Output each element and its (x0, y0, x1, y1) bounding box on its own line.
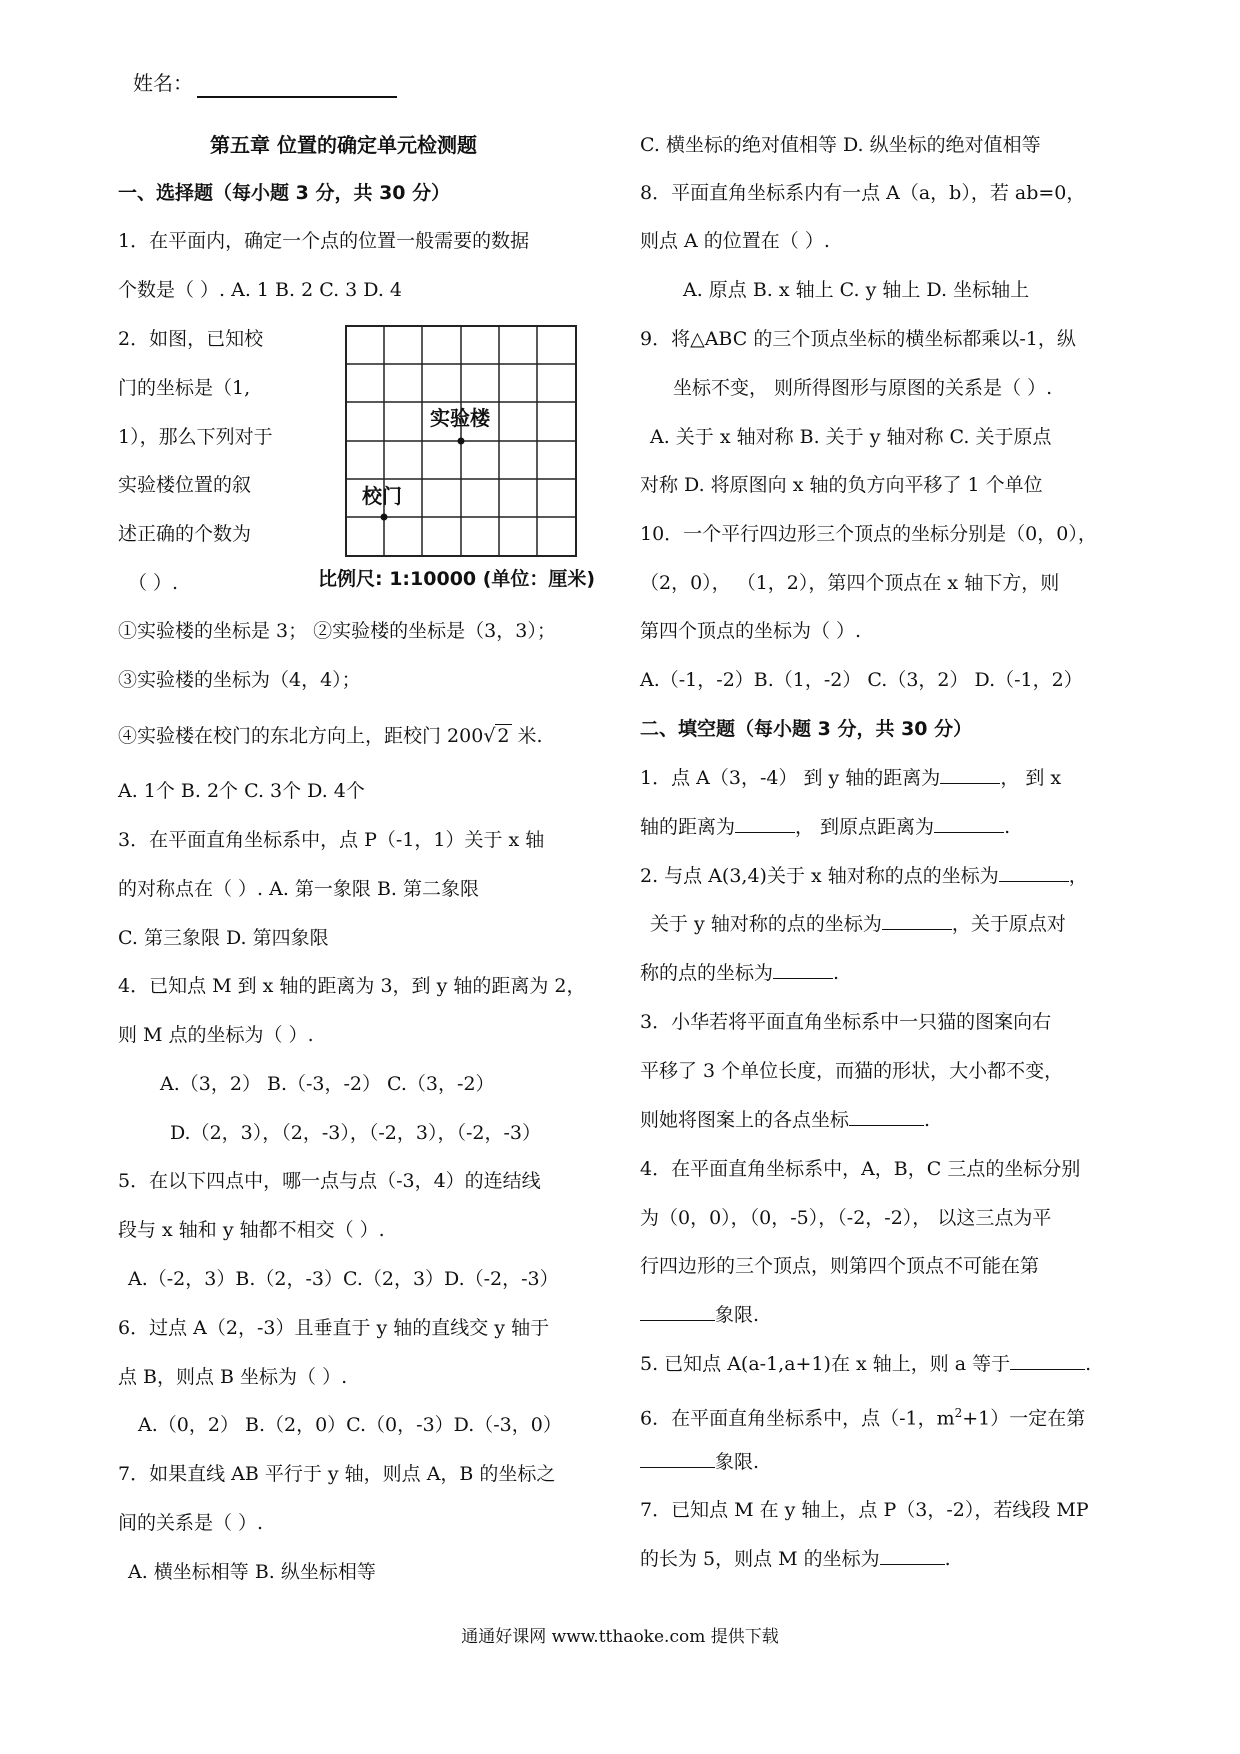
f4-blank[interactable] (640, 1302, 715, 1321)
f3-line2: 平移了 3 个单位长度，而猫的形状，大小都不变， (640, 1060, 1064, 1082)
q4-line1: 4．已知点 M 到 x 轴的距离为 3，到 y 轴的距离为 2， (118, 975, 586, 997)
name-blank[interactable] (197, 96, 397, 98)
q2-line1: 2．如图，已知校 (118, 328, 264, 350)
q9-line4: 对称 D. 将原图向 x 轴的负方向平移了 1 个单位 (640, 474, 1043, 496)
f4-line3: 行四边形的三个顶点，则第四个顶点不可能在第 (640, 1255, 1040, 1277)
f1-blank-3[interactable] (934, 814, 1004, 833)
f4-line4: 象限. (640, 1302, 759, 1328)
q4-line2: 则 M 点的坐标为（ ）. (118, 1024, 314, 1046)
q9-line1: 9．将△ABC 的三个顶点坐标的横坐标都乘以-1，纵 (640, 328, 1076, 350)
f2-line3: 称的点的坐标为 . (640, 962, 840, 984)
q6-options: A.（0，2） B.（2，0）C.（0，-3）D.（-3，0） (138, 1414, 562, 1436)
f3-line3: 则她将图案上的各点坐标 . (640, 1109, 931, 1131)
f1-line2: 轴的距离为 ， 到原点距离为 . (640, 816, 1011, 838)
q2-line6: （ ）. (128, 572, 179, 594)
campus-grid-figure (345, 325, 577, 557)
q2-options: A. 1个 B. 2个 C. 3个 D. 4个 (118, 780, 365, 802)
q2-statement-1-2: ①实验楼的坐标是 3； ②实验楼的坐标是（3，3）； (118, 620, 556, 642)
f7-line1: 7．已知点 M 在 y 轴上，点 P（3，-2），若线段 MP (640, 1499, 1089, 1521)
grid-scale-caption: 比例尺: 1:10000 (单位：厘米) (318, 568, 596, 590)
f2-blank-1[interactable] (999, 863, 1069, 882)
name-label: 姓名： (133, 71, 193, 95)
f7-blank[interactable] (880, 1546, 945, 1565)
q9-line3: A. 关于 x 轴对称 B. 关于 y 轴对称 C. 关于原点 (650, 426, 1052, 448)
section-choice-heading: 一、选择题（每小题 3 分，共 30 分） (118, 182, 451, 204)
q4-line4: D.（2，3），（2，-3），（-2，3），（-2，-3） (170, 1122, 541, 1144)
q6-line1: 6．过点 A（2，-3）且垂直于 y 轴的直线交 y 轴于 (118, 1317, 550, 1339)
f5-blank[interactable] (1010, 1351, 1085, 1370)
footer-credit: 通通好课网 www.tthaoke.com 提供下载 (461, 1627, 779, 1647)
q3-line2: 的对称点在（ ）. A. 第一象限 B. 第二象限 (118, 878, 480, 900)
grid-label-lab: 实验楼 (430, 406, 490, 430)
gate-point (381, 514, 388, 521)
q2-statement-3: ③实验楼的坐标为（4，4）； (118, 669, 361, 691)
q2-line2: 门的坐标是（1, (118, 377, 251, 399)
q7-line1: 7．如果直线 AB 平行于 y 轴，则点 A，B 的坐标之 (118, 1463, 556, 1485)
q4-line3: A.（3，2） B.（-3，-2） C.（3，-2） (160, 1073, 495, 1095)
f1-blank-1[interactable] (940, 765, 1000, 784)
f4-line1: 4．在平面直角坐标系中，A，B，C 三点的坐标分别 (640, 1158, 1081, 1180)
q7-line2: 间的关系是（ ）. (118, 1512, 264, 1534)
f6-line2: 象限. (640, 1449, 759, 1475)
f6-blank[interactable] (640, 1449, 715, 1468)
f3-line1: 3．小华若将平面直角坐标系中一只猫的图案向右 (640, 1011, 1052, 1033)
q7-options-cd: C. 横坐标的绝对值相等 D. 纵坐标的绝对值相等 (640, 134, 1041, 156)
q9-line2: 坐标不变， 则所得图形与原图的关系是（ ）. (673, 377, 1053, 399)
q1-line2: 个数是（ ）. A. 1 B. 2 C. 3 D. 4 (118, 279, 403, 301)
f5-line1: 5. 已知点 A(a-1,a+1)在 x 轴上，则 a 等于 . (640, 1353, 1092, 1375)
q2-line3: 1），那么下列对于 (118, 426, 273, 448)
q2-statement-4: ④实验楼在校门的东北方向上，距校门 200√ 2 米. (118, 725, 543, 747)
f2-line1: 2. 与点 A(3,4)关于 x 轴对称的点的坐标为 ， (640, 865, 1088, 887)
q5-line2: 段与 x 轴和 y 轴都不相交（ ）. (118, 1219, 385, 1241)
q6-line2: 点 B，则点 B 坐标为（ ）. (118, 1366, 348, 1388)
q2-line5: 述正确的个数为 (118, 523, 252, 545)
f2-blank-3[interactable] (773, 960, 833, 979)
q2-line4: 实验楼位置的叙 (118, 474, 252, 496)
q10-options: A.（-1，-2）B.（1，-2） C.（3，2） D.（-1，2） (640, 669, 1083, 691)
lab-point (458, 438, 465, 445)
f6-line1: 6．在平面直角坐标系中，点（-1，$m^2+1$）一定在第 (640, 1406, 1086, 1430)
q10-line2: （2，0）， （1，2），第四个顶点在 x 轴下方，则 (640, 572, 1060, 594)
f2-line2: 关于 y 轴对称的点的坐标为 ，关于原点对 (650, 913, 1066, 935)
sqrt-symbol: √ 2 (483, 725, 510, 747)
f7-line2: 的长为 5，则点 M 的坐标为 . (640, 1548, 951, 1570)
q5-line1: 5．在以下四点中，哪一点与点（-3，4）的连结线 (118, 1170, 541, 1192)
section-fill-heading: 二、填空题（每小题 3 分，共 30 分） (640, 718, 973, 740)
f1-line1: 1．点 A（3，-4） 到 y 轴的距离为 ， 到 x (640, 767, 1062, 789)
page-title: 第五章 位置的确定单元检测题 (210, 133, 477, 157)
q1-line1: 1．在平面内，确定一个点的位置一般需要的数据 (118, 230, 530, 252)
q8-line1: 8．平面直角坐标系内有一点 A（a，b），若 ab=0， (640, 182, 1086, 204)
q10-line3: 第四个顶点的坐标为（ ）. (640, 620, 862, 642)
q10-line1: 10．一个平行四边形三个顶点的坐标分别是（0，0）， (640, 523, 1097, 545)
grid-label-gate: 校门 (362, 484, 402, 508)
f1-blank-2[interactable] (735, 814, 795, 833)
q5-options: A.（-2，3）B.（2，-3）C.（2，3）D.（-2，-3） (128, 1268, 559, 1290)
f4-line2: 为（0，0），（0，-5），（-2，-2）， 以这三点为平 (640, 1207, 1052, 1229)
q8-line2: 则点 A 的位置在（ ）. (640, 230, 830, 252)
q3-line1: 3．在平面直角坐标系中，点 P（-1，1）关于 x 轴 (118, 829, 545, 851)
q3-line3: C. 第三象限 D. 第四象限 (118, 927, 329, 949)
f2-blank-2[interactable] (882, 911, 952, 930)
f3-blank[interactable] (849, 1107, 924, 1126)
q7-options-ab: A. 横坐标相等 B. 纵坐标相等 (128, 1561, 376, 1583)
q8-options: A. 原点 B. x 轴上 C. y 轴上 D. 坐标轴上 (683, 279, 1030, 301)
